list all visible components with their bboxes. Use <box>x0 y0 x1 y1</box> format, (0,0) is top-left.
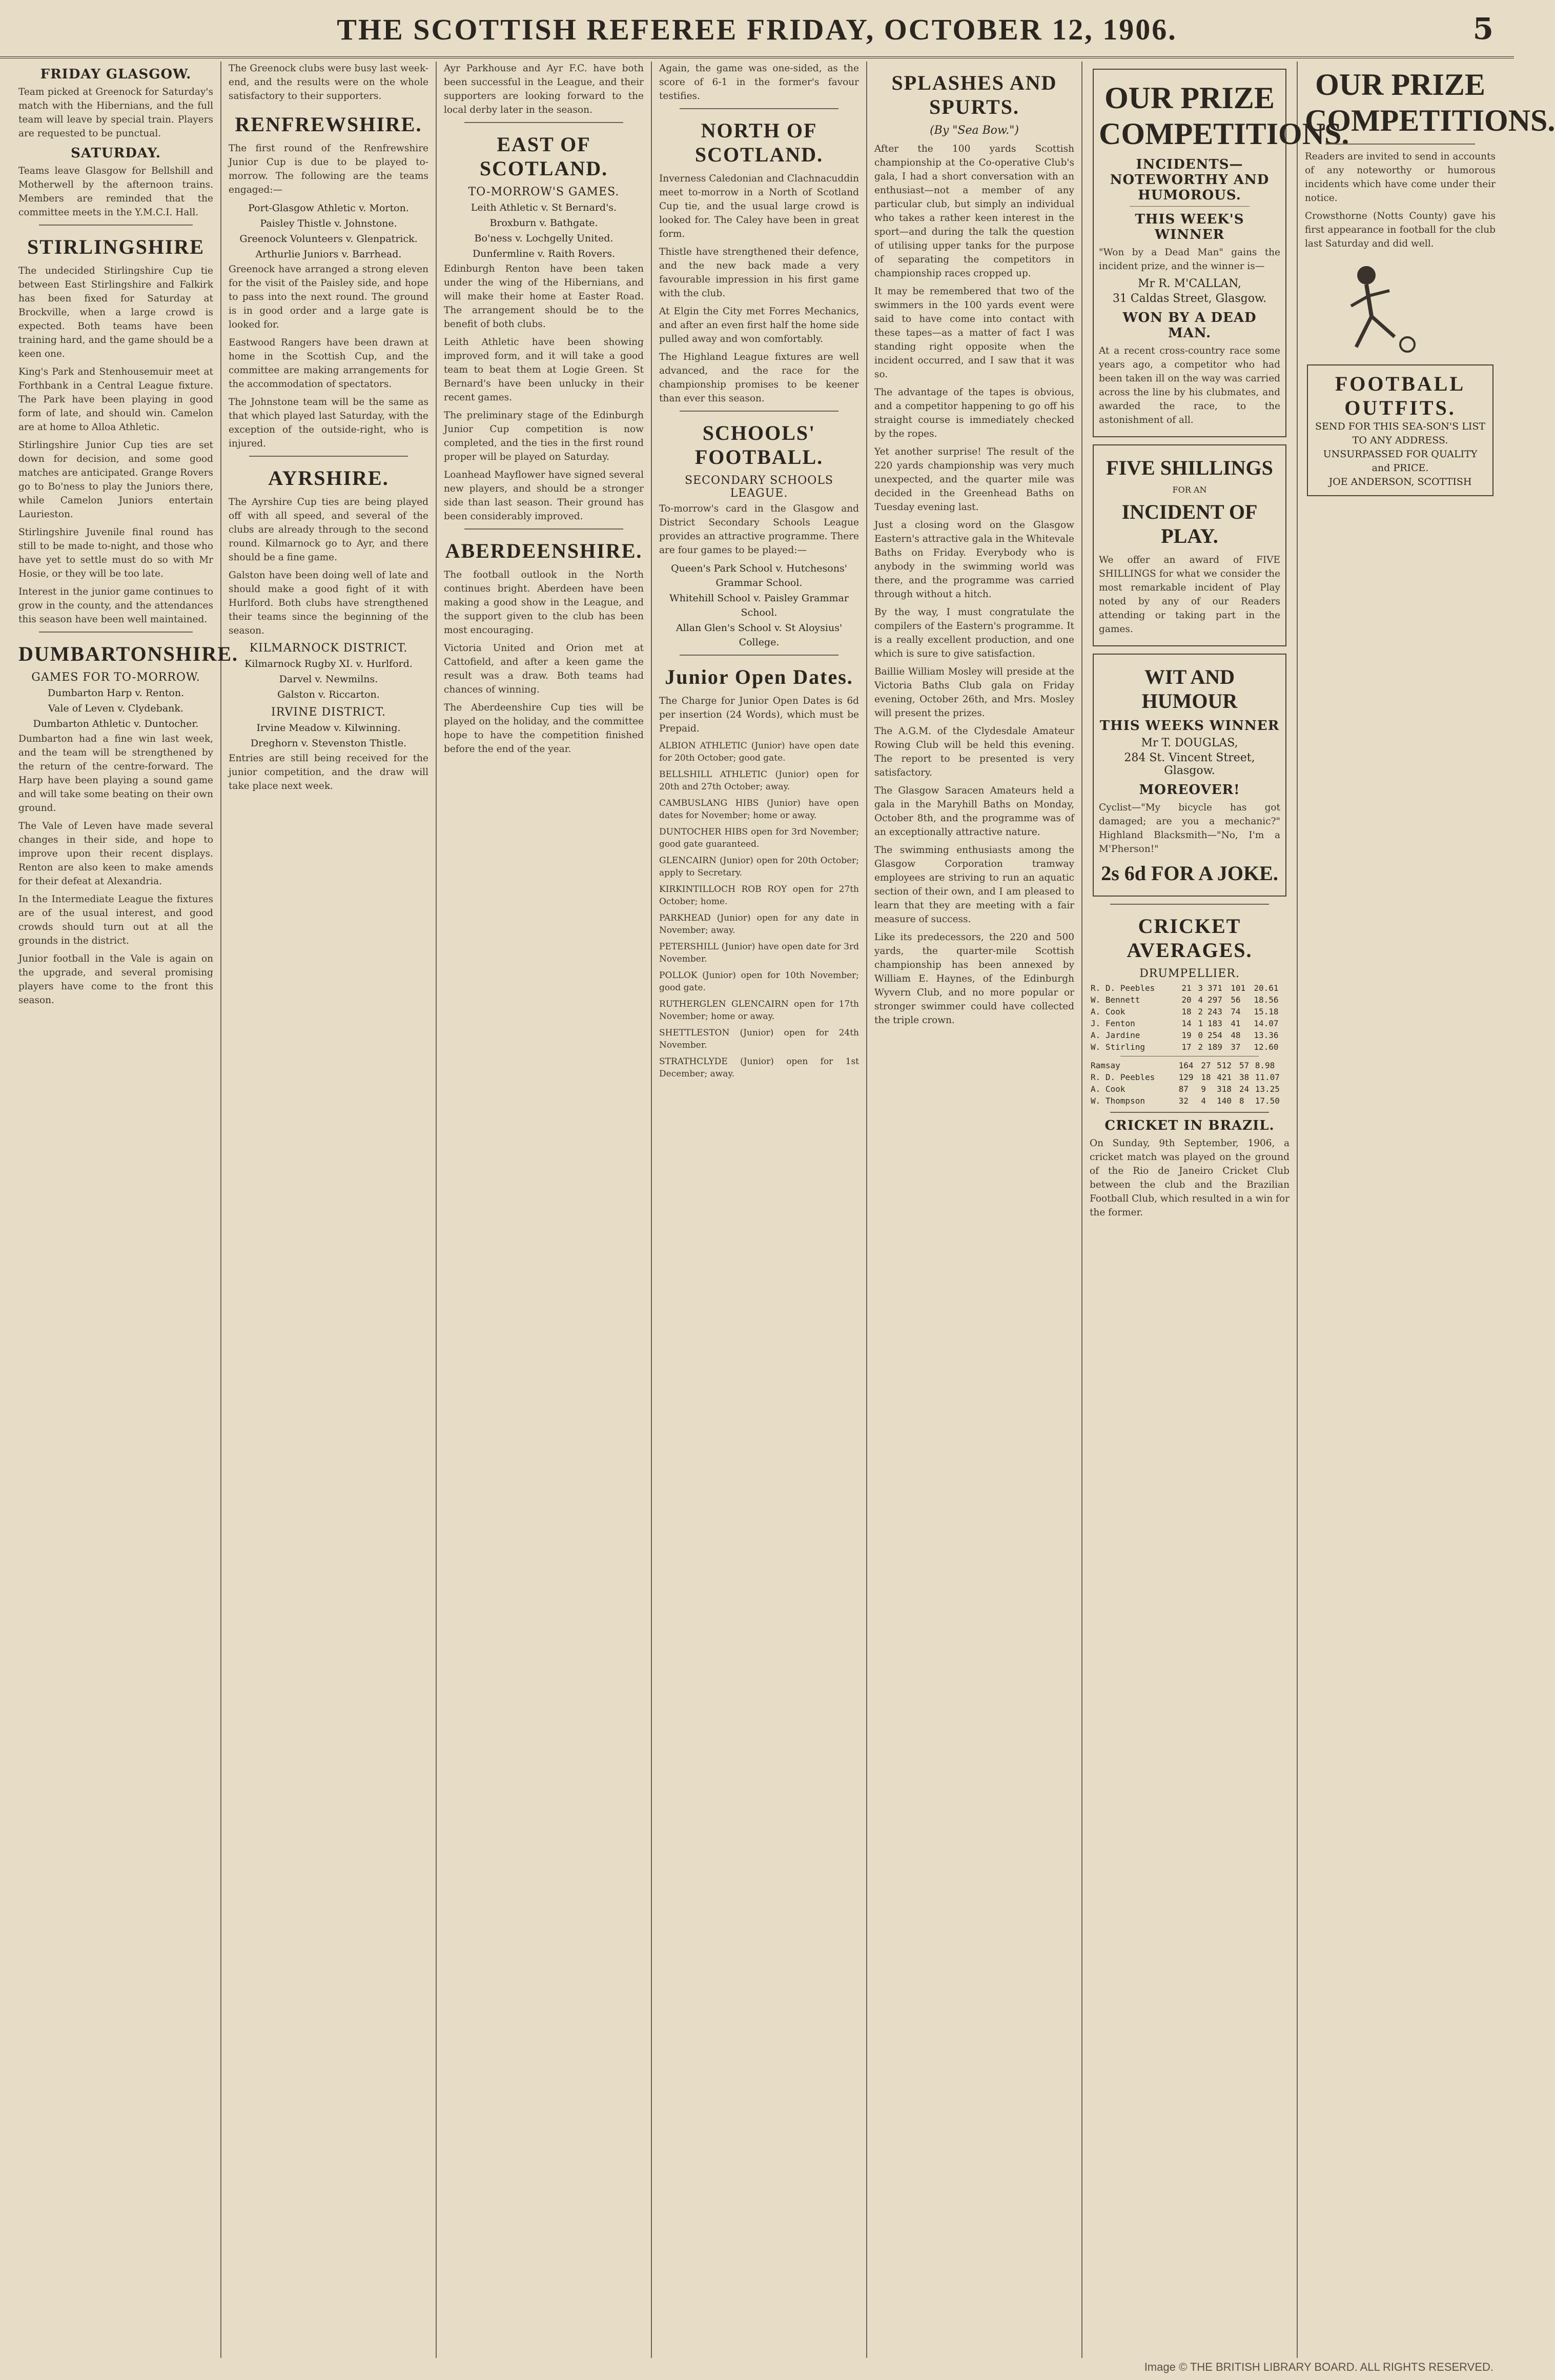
article-text: The A.G.M. of the Clydesdale Amateur Rowing Club will be held this evening. The report to be presented is very satisfactory. <box>874 726 1074 778</box>
for-an-label: FOR AN <box>1172 485 1207 495</box>
fixture-line: Dunfermline v. Raith Rovers. <box>473 248 615 259</box>
divider <box>249 456 408 457</box>
table-cell: 189 <box>1208 1042 1222 1052</box>
table-cell: 18 <box>1181 1007 1192 1016</box>
table-cell: W. Thompson <box>1091 1096 1145 1106</box>
table-cell: 11.07 <box>1255 1072 1280 1082</box>
fixture-line: Vale of Leven v. Clydebank. <box>48 703 183 714</box>
five-shillings-box <box>1093 444 1286 646</box>
table-cell: 512 <box>1217 1061 1232 1070</box>
dumbartonshire-heading: DUMBARTONSHIRE. <box>18 642 239 665</box>
east-of-scotland-heading: EAST OF SCOTLAND. <box>479 133 608 180</box>
divider <box>39 632 193 633</box>
article-text: The Vale of Leven have made several changes in their side, and hope to improve upon their recent displays. Renton are also keen to make amends for their defeat at Alexandria. <box>18 821 213 887</box>
incidents-heading: INCIDENTS—NOTEWORTHY AND HUMOROUS. <box>1110 157 1270 203</box>
table-row <box>1090 1060 1290 1071</box>
list-item: PETERSHILL (Junior) have open date for 3rd November. <box>659 942 859 964</box>
splashes-heading: SPLASHES AND SPURTS. <box>891 71 1057 118</box>
table-cell: 13.36 <box>1254 1030 1279 1040</box>
fixture-line: Darvel v. Newmilns. <box>279 674 378 685</box>
column-3 <box>437 62 652 2358</box>
table-cell: 32 <box>1178 1096 1189 1106</box>
table-cell: R. D. Peebles <box>1091 1072 1155 1082</box>
table-cell: 2 <box>1198 1007 1203 1016</box>
table-cell: 15.18 <box>1254 1007 1279 1016</box>
table-row <box>1090 1006 1290 1018</box>
article-text: After the 100 yards Scottish championship at the Co-operative Club's gala, I had a short conversation with an enthusiast—not a member of any particular club, but simply an individual who takes a rather keen interest in the sport—and during the talk the question of utilising upper tanks for the purpose of separating the competitors in championship races cropped up. <box>874 144 1074 279</box>
article-text: Leith Athletic have been showing improved form, and it will take a good team to beat them at Logie Green. St Bernard's have been unlucky in their recent games. <box>444 337 644 403</box>
open-dates-note: The Charge for Junior Open Dates is 6d per insertion (24 Words), which must be Prepaid. <box>659 696 859 734</box>
list-item: RUTHERGLEN GLENCAIRN open for 17th November; home or away. <box>659 999 859 1022</box>
article-text: Ayr Parkhouse and Ayr F.C. have both been successful in the League, and their supporters are looking forward to the local derby later in the season. <box>444 63 644 115</box>
table-cell: 74 <box>1231 1007 1241 1016</box>
table-cell: 1 <box>1198 1019 1203 1028</box>
article-text: Crowsthorne (Notts County) gave his first appearance in football for the club last Saturday and did well. <box>1305 211 1496 249</box>
table-cell: 27 <box>1201 1061 1211 1070</box>
table-cell: 2 <box>1198 1042 1203 1052</box>
table-cell: 18 <box>1201 1072 1211 1082</box>
table-cell: 254 <box>1208 1030 1222 1040</box>
table-cell: 14.07 <box>1254 1019 1279 1028</box>
table-cell: 38 <box>1239 1072 1250 1082</box>
aberdeenshire-heading: ABERDEENSHIRE. <box>445 539 643 562</box>
prize-title-2: OUR PRIZE COMPETITIONS. <box>1305 68 1555 137</box>
table-cell: 17 <box>1181 1042 1192 1052</box>
table-cell: 140 <box>1217 1096 1232 1106</box>
article-text: Loanhead Mayflower have signed several new players, and should be a stronger side than last season. Their ground has been considerably improved. <box>444 470 644 522</box>
table-row <box>1090 1071 1290 1083</box>
table-row <box>1090 1083 1290 1095</box>
games-tomorrow-heading: GAMES FOR TO-MORROW. <box>31 671 200 684</box>
article-text: At Elgin the City met Forres Mechanics, and after an even first half the home side pulled away and won comfortably. <box>659 306 859 344</box>
column-2 <box>221 62 437 2358</box>
table-cell: 20.61 <box>1254 983 1279 993</box>
table-cell: 12.60 <box>1254 1042 1279 1052</box>
table-cell: 297 <box>1208 995 1222 1005</box>
player-illustration <box>1305 255 1496 357</box>
ad-title: FOOTBALL OUTFITS. <box>1335 372 1466 419</box>
ad-line: SEND FOR THIS SEA-SON'S LIST TO ANY ADDRESS. <box>1315 421 1486 446</box>
list-item: STRATHCLYDE (Junior) open for 1st December; away. <box>659 1056 859 1079</box>
kilmarnock-district-heading: KILMARNOCK DISTRICT. <box>249 642 408 655</box>
table-cell: 164 <box>1178 1061 1194 1070</box>
article-text: Yet another surprise! The result of the 220 yards championship was very much unexpected, and the quarter mile was decided in the Greenhead Baths on Tuesday evening last. <box>874 446 1074 513</box>
moreover-heading: MOREOVER! <box>1139 782 1240 798</box>
masthead <box>0 0 1514 58</box>
article-text: Baillie William Mosley will preside at the Victoria Baths Club gala on Friday evening, October 26th, and Mrs. Mosley will present the prizes. <box>874 666 1074 719</box>
article-text: The advantage of the tapes is obvious, and a competitor happening to go off his straight course is immediately checked by the ropes. <box>874 387 1074 439</box>
table-cell: 4 <box>1198 995 1203 1005</box>
article-text: Inverness Caledonian and Clachnacuddin meet to-morrow in a North of Scotland Cup tie, and the usual large crowd is looked for. The Caley have been in great form. <box>659 173 859 239</box>
batting-table <box>1090 982 1290 1053</box>
secondary-schools-heading: SECONDARY SCHOOLS LEAGUE. <box>684 474 834 500</box>
table-cell: 371 <box>1208 983 1222 993</box>
article-text: Victoria United and Orion met at Cattofield, and after a keen game the result was a draw. Both teams had chances of winning. <box>444 643 644 695</box>
article-text: To-morrow's card in the Glasgow and District Secondary Schools League provides an attractive programme. There are four games to be played:— <box>659 503 859 556</box>
divider <box>680 108 838 109</box>
table-row <box>1090 1029 1290 1041</box>
fixture-line: Dumbarton Athletic v. Duntocher. <box>33 718 199 729</box>
article-text: Just a closing word on the Glasgow Eastern's attractive gala in the Whitevale Baths on Friday. Everybody who is anybody in the swimming world was there, and the programme was carried through without a hitch. <box>874 520 1074 600</box>
list-item: PARKHEAD (Junior) open for any date in November; away. <box>659 913 859 935</box>
tomorrows-games-heading: TO-MORROW'S GAMES. <box>468 186 620 198</box>
fixture-line: Queen's Park School v. Hutchesons' Grammar School. <box>671 563 847 588</box>
article-text: The Johnstone team will be the same as that which played last Saturday, with the exception of the outside-right, who is injured. <box>229 397 428 449</box>
table-cell: 8.98 <box>1255 1061 1275 1070</box>
article-text: Dumbarton had a fine win last week, and the team will be strengthened by the return of the centre-forward. The Harp have been playing a sound game and will take some beating on their own ground. <box>18 734 213 813</box>
table-cell: 101 <box>1231 983 1246 993</box>
wit-humour-box <box>1093 654 1286 897</box>
masthead-title: THE SCOTTISH REFEREE FRIDAY, OCTOBER 12, 1906. <box>337 13 1177 46</box>
won-by-heading: WON BY A DEAD MAN. <box>1122 310 1257 341</box>
article-text: At a recent cross-country race some years ago, a competitor who had been taken ill on the way was carried across the line by his clubmates, and awarded the race, to the astonishment of all. <box>1099 345 1280 425</box>
article-text: On Sunday, 9th September, 1906, a cricket match was played on the ground of the Rio de Janeiro Cricket Club between the club and the Brazilian Football Club, which resulted in a win for the former. <box>1090 1138 1290 1218</box>
article-text: The Greenock clubs were busy last week-end, and the results were on the whole satisfactory to their supporters. <box>229 63 428 101</box>
joke-price-heading: 2s 6d FOR A JOKE. <box>1101 862 1278 885</box>
weeks-winner-heading: THIS WEEK'S WINNER <box>1135 212 1244 242</box>
table-cell: 421 <box>1217 1072 1232 1082</box>
table-cell: 56 <box>1231 995 1241 1005</box>
table-cell: W. Bennett <box>1091 995 1140 1005</box>
table-cell: J. Fenton <box>1091 1019 1135 1028</box>
table-cell: 48 <box>1231 1030 1241 1040</box>
article-text: Entries are still being received for the junior competition, and the draw will take place next week. <box>229 753 428 791</box>
table-cell: 129 <box>1178 1072 1194 1082</box>
table-cell: 20 <box>1181 995 1192 1005</box>
fixture-line: Leith Athletic v. St Bernard's. <box>470 202 617 213</box>
article-text: The Aberdeenshire Cup ties will be played on the holiday, and the committee hope to have the competition finished before the end of the year. <box>444 702 644 755</box>
divider <box>1110 1112 1269 1113</box>
article-text: Eastwood Rangers have been drawn at home in the Scottish Cup, and the committee are making arrangements for the accommodation of spectators. <box>229 337 428 390</box>
wit-humour-heading: WIT AND HUMOUR <box>1141 665 1238 713</box>
table-cell: 37 <box>1231 1042 1241 1052</box>
table-cell: 17.50 <box>1255 1096 1280 1106</box>
table-cell: 87 <box>1178 1084 1189 1094</box>
article-text: Again, the game was one-sided, as the score of 6-1 in the former's favour testifies. <box>659 63 859 101</box>
byline: (By "Sea Bow.") <box>930 124 1019 137</box>
article-text: The Highland League fixtures are well advanced, and the race for the championship promises to be keener than ever this season. <box>659 352 859 404</box>
divider <box>464 122 623 123</box>
article-text: Cyclist—"My bicycle has got damaged; are you a mechanic?" Highland Blacksmith—"No, I'm a M'Pherson!" <box>1099 802 1280 855</box>
cricket-averages-heading: CRICKET AVERAGES. <box>1127 914 1253 962</box>
saturday-heading: SATURDAY. <box>71 146 161 161</box>
fixture-line: Port-Glasgow Athletic v. Morton. <box>248 202 409 214</box>
list-item: CAMBUSLANG HIBS (Junior) have open dates for November; home or away. <box>659 798 859 821</box>
table-cell: A. Cook <box>1091 1084 1126 1094</box>
article-text: Stirlingshire Junior Cup ties are set down for decision, and some good matches are anticipated. Grange Rovers go to Bo'ness to play the Juniors there, while Camelon Juniors entertain Laurieston. <box>18 440 213 520</box>
north-of-scotland-heading: NORTH OF SCOTLAND. <box>694 119 824 166</box>
article-text: It may be remembered that two of the swimmers in the 100 yards event were said to have come into contact with these tapes—as a matter of fact I was standing right opposite when the incident occurred, and I saw that it was so. <box>874 286 1074 380</box>
table-row <box>1090 982 1290 994</box>
divider <box>1130 206 1250 207</box>
column-4 <box>652 62 867 2358</box>
divider <box>1110 904 1269 905</box>
article-text: Galston have been doing well of late and should make a good fight of it with Hurlford. Both clubs have strengthened their teams since the beginning of the season. <box>229 570 428 636</box>
article-text: King's Park and Stenhousemuir meet at Forthbank in a Central League fixture. The Park have been playing in good form of late, and should win. Camelon are at home to Alloa Athletic. <box>18 367 213 433</box>
open-dates-list <box>659 740 859 1080</box>
stirlingshire-heading: STIRLINGSHIRE <box>27 235 205 258</box>
table-cell: 57 <box>1239 1061 1250 1070</box>
list-item: POLLOK (Junior) open for 10th November; good gate. <box>659 970 859 993</box>
table-cell: 243 <box>1208 1007 1222 1016</box>
columns <box>11 62 1555 2358</box>
article-text: The Glasgow Saracen Amateurs held a gala in the Maryhill Baths on Monday, October 8th, and the programme was of an exceptionally attractive nature. <box>874 785 1074 838</box>
list-item: KIRKINTILLOCH ROB ROY open for 27th October; home. <box>659 884 859 907</box>
fixture-line: Allan Glen's School v. St Aloysius' College. <box>676 622 843 648</box>
table-cell: Ramsay <box>1091 1061 1120 1070</box>
article-text: Edinburgh Renton have been taken under the wing of the Hibernians, and will make their home at Easter Road. The arrangement should be to the benefit of both clubs. <box>444 263 644 330</box>
fixture-line: Whitehill School v. Paisley Grammar School. <box>669 593 849 618</box>
table-cell: 3 <box>1198 983 1203 993</box>
fixture-line: Irvine Meadow v. Kilwinning. <box>256 722 401 734</box>
article-text: Readers are invited to send in accounts of any noteworthy or humorous incidents which have come under their notice. <box>1305 151 1496 204</box>
article-text: Like its predecessors, the 220 and 500 yards, the quarter-mile Scottish championship has been annexed by William E. Haynes, of the Edinburgh Wyvern Club, and no more popular or stronger swimmer could have collected the triple crown. <box>874 932 1074 1026</box>
table-cell: 0 <box>1198 1030 1203 1040</box>
table-cell: 21 <box>1181 983 1192 993</box>
table-row <box>1090 1041 1290 1053</box>
table-cell: 19 <box>1181 1030 1192 1040</box>
article-text: Greenock have arranged a strong eleven for the visit of the Paisley side, and hope to pass into the next round. The ground is in good order and a large gate is looked for. <box>229 264 428 330</box>
article-text: Thistle have strengthened their defence, and the new back made a very favourable impression in his first game with the club. <box>659 247 859 299</box>
article-text: The football outlook in the North continues bright. Aberdeen have been making a good show in the League, and the support given to the club has been most encouraging. <box>444 569 644 636</box>
fixture-line: Paisley Thistle v. Johnstone. <box>260 218 397 229</box>
wit-winner-address: 284 St. Vincent Street, Glasgow. <box>1124 751 1255 777</box>
list-item: BELLSHILL ATHLETIC (Junior) open for 20th and 27th October; away. <box>659 769 859 792</box>
table-cell: A. Cook <box>1091 1007 1126 1016</box>
table-cell: 14 <box>1181 1019 1192 1028</box>
table-row <box>1090 1095 1290 1107</box>
junior-open-dates-heading: Junior Open Dates. <box>665 665 853 688</box>
ayrshire-heading: AYRSHIRE. <box>268 466 389 490</box>
wit-winner-heading: THIS WEEKS WINNER <box>1099 718 1280 734</box>
table-cell: 183 <box>1208 1019 1222 1028</box>
page-number: 5 <box>1472 11 1493 46</box>
list-item: SHETTLESTON (Junior) open for 24th November. <box>659 1028 859 1050</box>
table-cell: 8 <box>1239 1096 1244 1106</box>
column-7 <box>1298 62 1555 2358</box>
renfrewshire-heading: RENFREWSHIRE. <box>235 113 422 136</box>
schools-football-heading: SCHOOLS' FOOTBALL. <box>694 421 824 469</box>
column-6 <box>1082 62 1349 2358</box>
friday-glasgow-heading: FRIDAY GLASGOW. <box>40 67 192 82</box>
article-text: By the way, I must congratulate the compilers of the Eastern's programme. It is a really excellent production, and one which is sure to give satisfaction. <box>874 607 1074 659</box>
five-shillings-heading: FIVE SHILLINGS <box>1106 456 1273 479</box>
winner-name: Mr R. M'CALLAN, <box>1138 277 1241 290</box>
table-cell: A. Jardine <box>1091 1030 1140 1040</box>
article-text: The Ayrshire Cup ties are being played off with all speed, and several of the clubs are already through to the second round. Kilmarnock go to Ayr, and there should be a fine game. <box>229 497 428 563</box>
fixture-line: Dreghorn v. Stevenston Thistle. <box>250 738 407 749</box>
table-row <box>1090 1018 1290 1029</box>
article-text: The first round of the Renfrewshire Junior Cup is due to be played to-morrow. The following are the teams engaged:— <box>229 143 428 195</box>
fixture-line: Galston v. Riccarton. <box>277 689 380 700</box>
prize-title: OUR PRIZE COMPETITIONS. <box>1099 81 1349 151</box>
divider <box>1325 144 1475 145</box>
article-text: Interest in the junior game continues to grow in the county, and the attendances this season have been well maintained. <box>18 586 213 625</box>
list-item: DUNTOCHER HIBS open for 3rd November; good gate guaranteed. <box>659 827 859 849</box>
table-cell: 24 <box>1239 1084 1250 1094</box>
divider <box>39 225 193 226</box>
divider <box>464 528 623 530</box>
table-cell: 41 <box>1231 1019 1241 1028</box>
table-cell: 13.25 <box>1255 1084 1280 1094</box>
fixture-line: Arthurlie Juniors v. Barrhead. <box>255 249 402 260</box>
footballer-icon <box>1305 255 1489 357</box>
drumpellier-heading: DRUMPELLIER. <box>1139 967 1240 980</box>
article-text: The undecided Stirlingshire Cup tie between East Stirlingshire and Falkirk has been fixed for Saturday at Brockville, when a large crowd is expected. Both teams have been training hard, and the game should be a keen one. <box>18 266 213 359</box>
ad-line: JOE ANDERSON, SCOTTISH <box>1328 476 1472 487</box>
table-cell: 18.56 <box>1254 995 1279 1005</box>
list-item: ALBION ATHLETIC (Junior) have open date for 20th October; good gate. <box>659 741 859 763</box>
copyright-notice: Image © THE BRITISH LIBRARY BOARD. ALL RIGHTS RESERVED. <box>1144 2361 1493 2373</box>
table-cell: 9 <box>1201 1084 1206 1094</box>
article-text: In the Intermediate League the fixtures are of the usual interest, and good crowds should turn out at all the grounds in the district. <box>18 894 213 946</box>
article-text: Teams leave Glasgow for Bellshill and Motherwell by the afternoon trains. Members are reminded that the committee meets in the Y.M.C.I. Hall. <box>18 166 213 218</box>
article-text: Junior football in the Vale is again on the upgrade, and several promising players have come to the front this season. <box>18 953 213 1006</box>
column-1 <box>11 62 239 2358</box>
football-outfits-ad <box>1307 364 1493 496</box>
divider <box>680 411 838 412</box>
fixture-line: Greenock Volunteers v. Glenpatrick. <box>239 233 418 245</box>
table-cell: W. Stirling <box>1091 1042 1145 1052</box>
cricket-brazil-heading: CRICKET IN BRAZIL. <box>1104 1118 1275 1133</box>
table-row <box>1090 994 1290 1006</box>
ad-line: UNSURPASSED FOR QUALITY and PRICE. <box>1323 449 1478 474</box>
fixture-line: Broxburn v. Bathgate. <box>489 217 598 229</box>
article-text: The preliminary stage of the Edinburgh Junior Cup competition is now completed, and the ties in the first round proper will be played on Saturday. <box>444 410 644 462</box>
incident-of-play-heading: INCIDENT OF PLAY. <box>1121 500 1258 547</box>
table-cell: 4 <box>1201 1096 1206 1106</box>
winner-address: 31 Caldas Street, Glasgow. <box>1112 292 1267 305</box>
article-text: The swimming enthusiasts among the Glasgow Corporation tramway employees are striving to run an aquatic section of their own, and I am pleased to learn that they are meeting with a fair measure of success. <box>874 845 1074 925</box>
divider <box>680 655 838 656</box>
article-text: We offer an award of FIVE SHILLINGS for what we consider the most remarkable incident of Play noted by any of our Readers attending or taking part in the games. <box>1099 555 1280 635</box>
article-text: Stirlingshire Juvenile final round has still to be made to-night, and those who have yet to settle must do so with Mr Hosie, or they will be too late. <box>18 527 213 579</box>
fixture-line: Kilmarnock Rugby XI. v. Hurlford. <box>244 658 413 669</box>
article-text: "Won by a Dead Man" gains the incident prize, and the winner is— <box>1099 247 1280 272</box>
fixture-line: Bo'ness v. Lochgelly United. <box>474 233 613 244</box>
irvine-district-heading: IRVINE DISTRICT. <box>271 706 386 719</box>
column-5 <box>867 62 1082 2358</box>
wit-winner-name: Mr T. DOUGLAS, <box>1141 737 1238 749</box>
article-text: Team picked at Greenock for Saturday's match with the Hibernians, and the full team will leave by special train. Players are requested to be punctual. <box>18 87 213 139</box>
prize-competition-box <box>1093 69 1349 437</box>
table-cell: 318 <box>1217 1084 1232 1094</box>
bowling-table <box>1090 1060 1290 1107</box>
fixture-line: Dumbarton Harp v. Renton. <box>47 687 185 699</box>
table-cell: R. D. Peebles <box>1091 983 1155 993</box>
list-item: GLENCAIRN (Junior) open for 20th October; apply to Secretary. <box>659 856 859 878</box>
